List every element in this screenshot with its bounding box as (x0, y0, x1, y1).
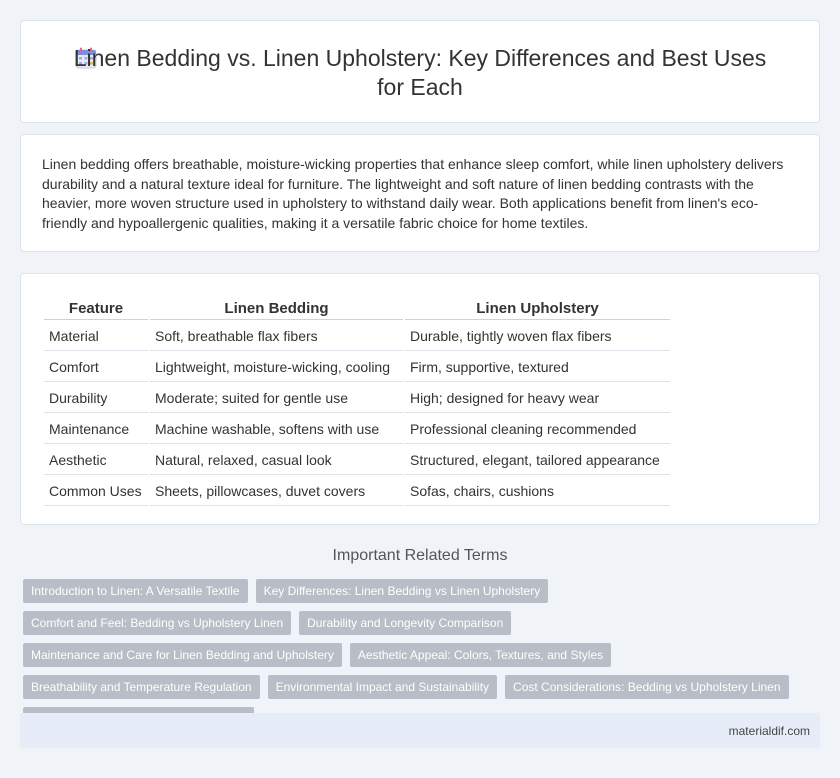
table-row (44, 477, 670, 506)
related-terms-list (23, 579, 823, 731)
table-row (44, 446, 670, 475)
table-row (44, 322, 670, 351)
table-cell: Durable, tightly woven flax fibers (405, 322, 670, 351)
table-cell: Professional cleaning recommended (405, 415, 670, 444)
column-header-feature: Feature (44, 298, 148, 320)
table-cell: Machine washable, softens with use (150, 415, 403, 444)
table-cell: Sheets, pillowcases, duvet covers (150, 477, 403, 506)
column-header-linen-bedding: Linen Bedding (150, 298, 403, 320)
table-row (44, 415, 670, 444)
comparison-table (42, 296, 672, 508)
table-cell: Firm, supportive, textured (405, 353, 670, 382)
comparison-card (20, 273, 820, 525)
table-cell: Moderate; suited for gentle use (150, 384, 403, 413)
table-cell: Durability (44, 384, 148, 413)
intro-paragraph: Linen bedding offers breathable, moisture-wicking properties that enhance sleep comfort, while linen upholstery delivers durability and a natural texture ideal for furniture. The lightweight and soft nature of linen bedding contrasts with the heavier, more woven structure used in upholstery to withstand daily wear. Both applications benefit from linen's eco-friendly and hypoallergenic qualities, making it a versatile fabric choice for home textiles. (42, 156, 784, 231)
footer-bar (20, 713, 820, 748)
site-name[interactable]: materialdif.com (728, 724, 810, 738)
related-term-link[interactable]: Maintenance and Care for Linen Bedding and Upholstery (23, 643, 342, 667)
related-term-link[interactable]: Aesthetic Appeal: Colors, Textures, and Styles (350, 643, 611, 667)
intro-card (20, 134, 820, 252)
related-term-link[interactable]: Key Differences: Linen Bedding vs Linen Upholstery (256, 579, 549, 603)
table-cell: Maintenance (44, 415, 148, 444)
table-row (44, 384, 670, 413)
related-term-link[interactable]: Breathability and Temperature Regulation (23, 675, 260, 699)
table-cell: Common Uses (44, 477, 148, 506)
table-cell: Material (44, 322, 148, 351)
related-term-link[interactable]: Introduction to Linen: A Versatile Textile (23, 579, 248, 603)
table-cell: Lightweight, moisture-wicking, cooling (150, 353, 403, 382)
page-title: Linen Bedding vs. Linen Upholstery: Key Differences and Best Uses for Each (73, 45, 767, 100)
related-term-link[interactable]: Environmental Impact and Sustainability (268, 675, 497, 699)
table-cell: Aesthetic (44, 446, 148, 475)
table-cell: Structured, elegant, tailored appearance (405, 446, 670, 475)
related-term-link[interactable]: Cost Considerations: Bedding vs Upholstery Linen (505, 675, 788, 699)
table-row (44, 353, 670, 382)
column-header-linen-upholstery: Linen Upholstery (405, 298, 670, 320)
table-header-row (44, 298, 670, 320)
related-term-link[interactable]: Durability and Longevity Comparison (299, 611, 511, 635)
related-terms-heading: Important Related Terms (332, 547, 508, 564)
table-cell: Natural, relaxed, casual look (150, 446, 403, 475)
related-term-link[interactable]: Comfort and Feel: Bedding vs Upholstery Linen (23, 611, 291, 635)
table-cell: High; designed for heavy wear (405, 384, 670, 413)
header-card (20, 20, 820, 123)
table-cell: Comfort (44, 353, 148, 382)
table-cell: Soft, breathable flax fibers (150, 322, 403, 351)
table-cell: Sofas, chairs, cushions (405, 477, 670, 506)
